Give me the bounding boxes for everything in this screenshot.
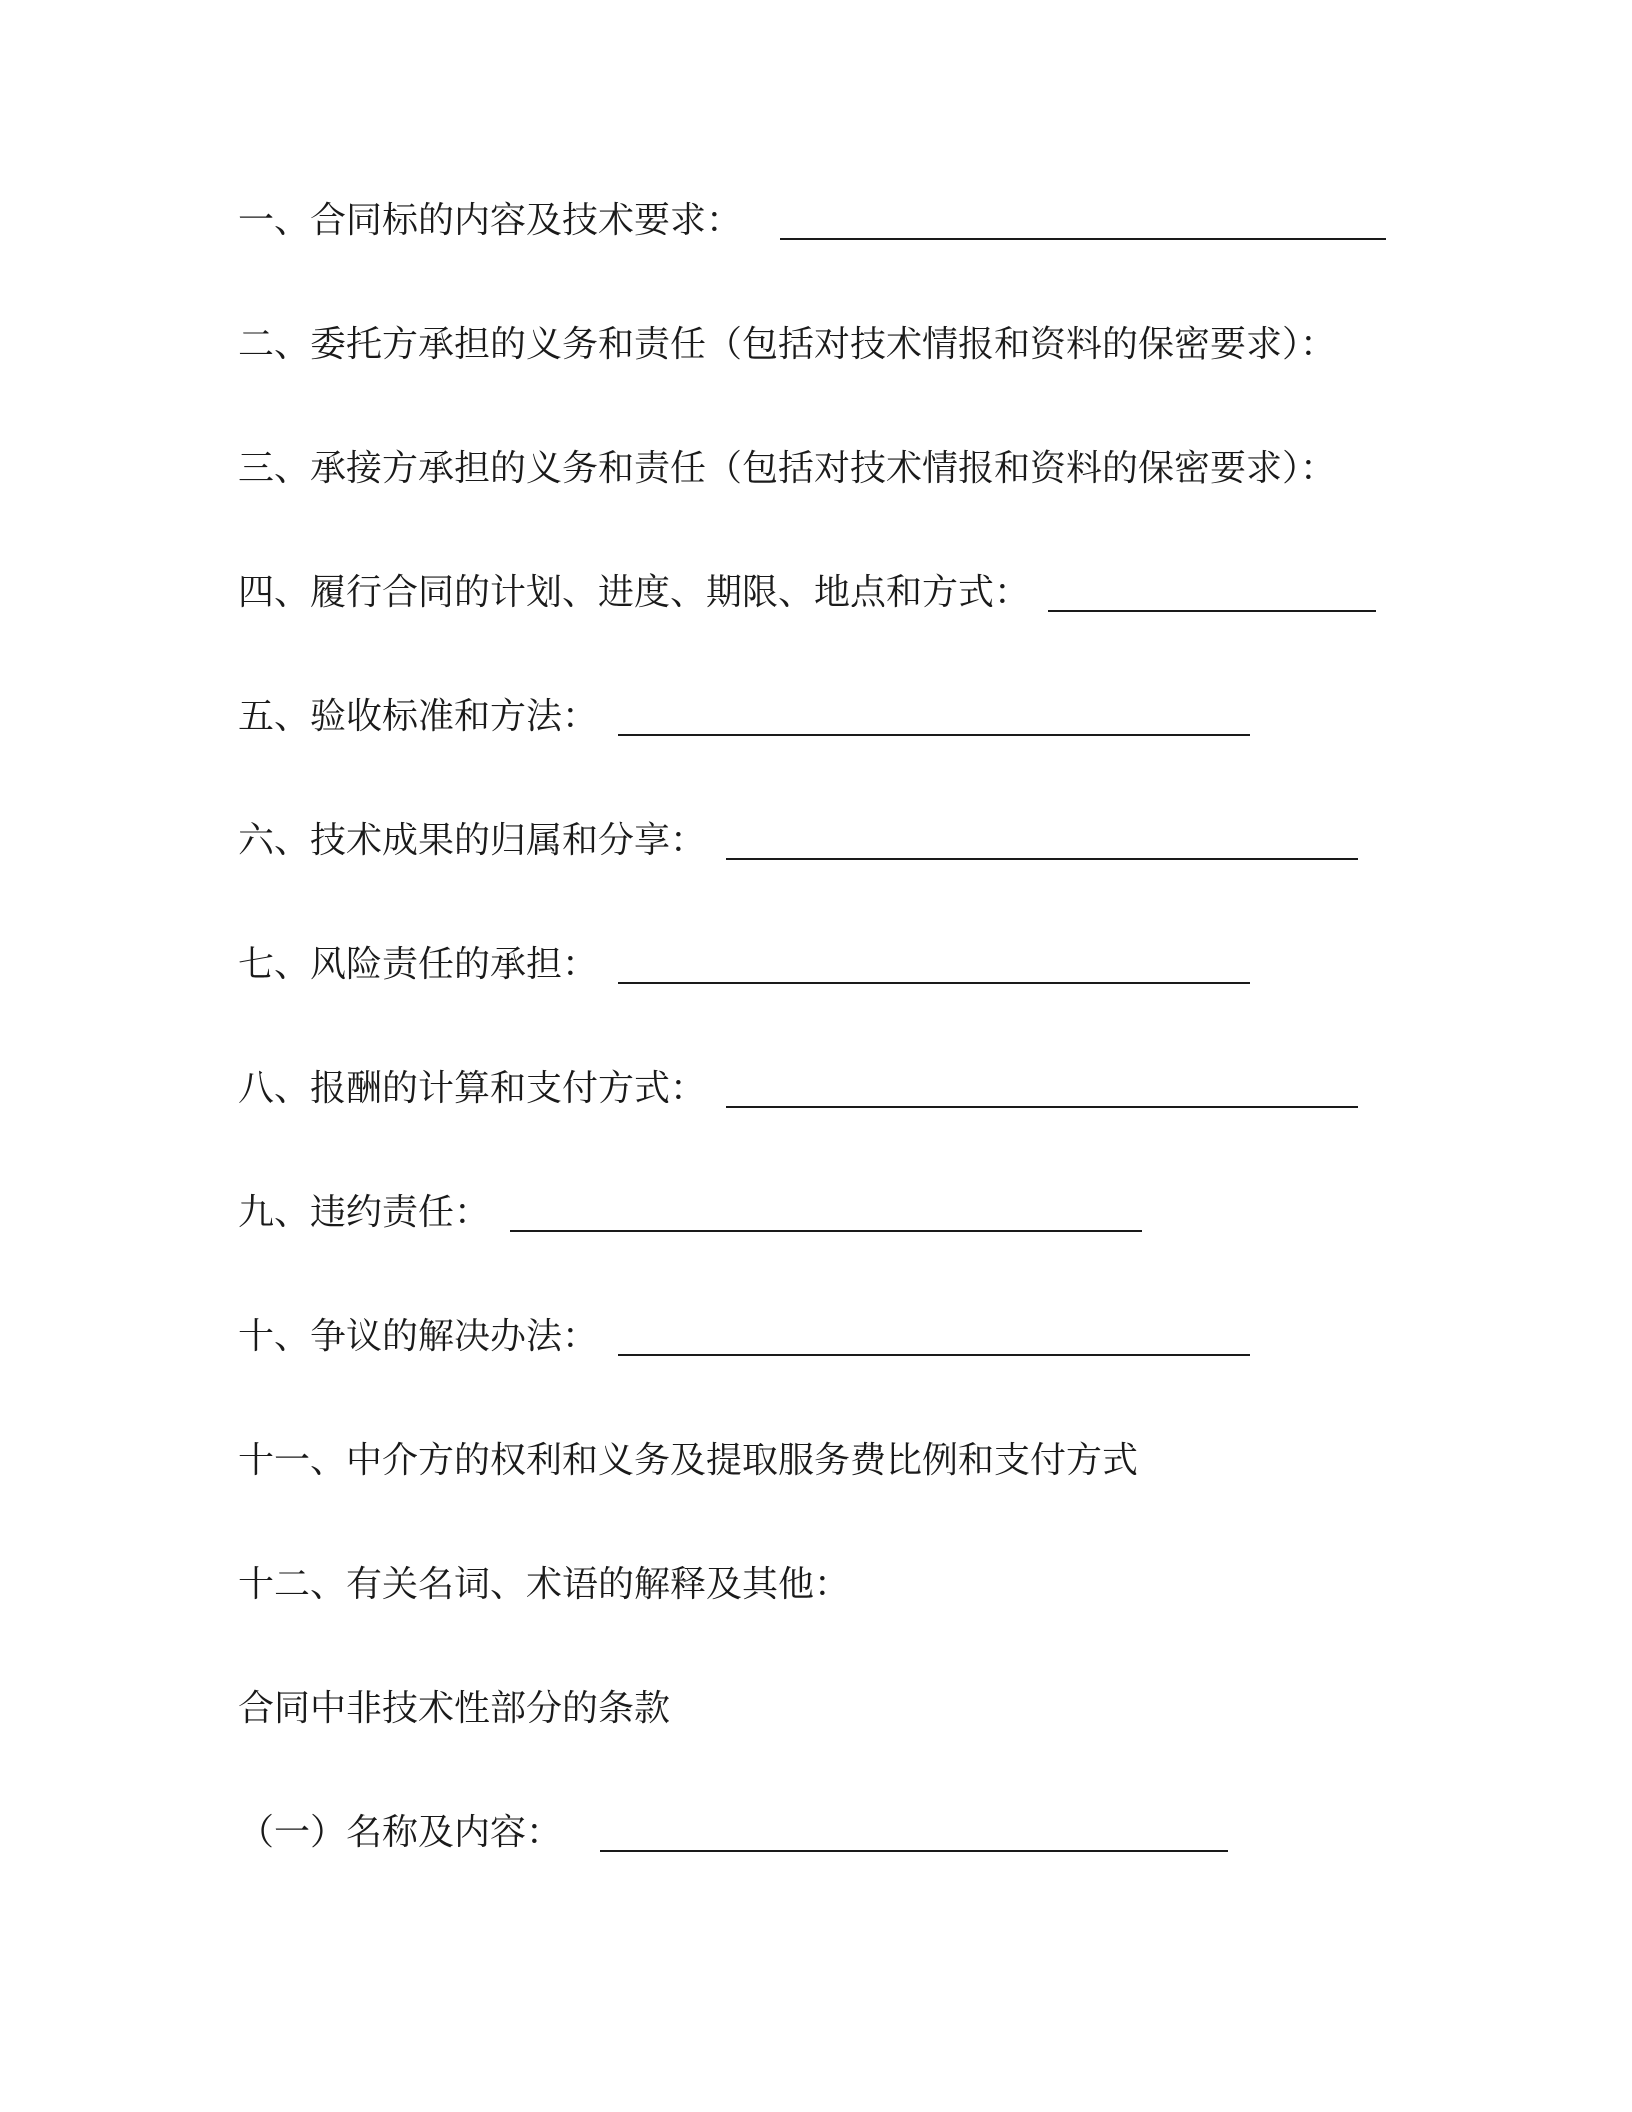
clause-9-blank[interactable] — [510, 1230, 1142, 1232]
clause-11-label: 十一、中介方的权利和义务及提取服务费比例和支付方式 — [238, 1440, 1139, 1481]
sub-clause-1-blank[interactable] — [600, 1850, 1228, 1852]
section-heading — [238, 1684, 1452, 1734]
clause-3-label: 三、承接方承担的义务和责任（包括对技术情报和资料的保密要求）： — [238, 448, 1337, 489]
clause-8-blank[interactable] — [726, 1106, 1358, 1108]
sub-clause-1 — [238, 1808, 1452, 1858]
clause-2 — [238, 320, 1452, 370]
clause-2-label: 二、委托方承担的义务和责任（包括对技术情报和资料的保密要求）： — [238, 324, 1337, 365]
sub-clause-1-label: （一）名称及内容： — [238, 1812, 563, 1853]
clause-5-blank[interactable] — [618, 734, 1250, 736]
clause-12 — [238, 1560, 1452, 1610]
clause-5 — [238, 692, 1452, 742]
clause-7-label: 七、风险责任的承担： — [238, 944, 599, 985]
clause-6 — [238, 816, 1452, 866]
clause-6-blank[interactable] — [726, 858, 1358, 860]
clause-1 — [238, 196, 1452, 246]
clause-9-label: 九、违约责任： — [238, 1192, 491, 1233]
clause-1-blank[interactable] — [780, 238, 1386, 240]
clause-9 — [238, 1188, 1452, 1238]
clause-10 — [238, 1312, 1452, 1362]
clause-4-label: 四、履行合同的计划、进度、期限、地点和方式： — [238, 572, 1031, 613]
clause-3 — [238, 444, 1452, 494]
clause-8-label: 八、报酬的计算和支付方式： — [238, 1068, 707, 1109]
clause-10-blank[interactable] — [618, 1354, 1250, 1356]
section-heading-label: 合同中非技术性部分的条款 — [238, 1688, 671, 1729]
clause-7 — [238, 940, 1452, 990]
clause-12-label: 十二、有关名词、术语的解释及其他： — [238, 1564, 851, 1605]
clause-6-label: 六、技术成果的归属和分享： — [238, 820, 707, 861]
clause-1-label: 一、合同标的内容及技术要求： — [238, 200, 743, 241]
clause-7-blank[interactable] — [618, 982, 1250, 984]
clause-4-blank[interactable] — [1048, 610, 1376, 612]
clause-5-label: 五、验收标准和方法： — [238, 696, 599, 737]
clause-4 — [238, 568, 1452, 618]
clause-10-label: 十、争议的解决办法： — [238, 1316, 599, 1357]
clause-8 — [238, 1064, 1452, 1114]
clause-11 — [238, 1436, 1452, 1486]
